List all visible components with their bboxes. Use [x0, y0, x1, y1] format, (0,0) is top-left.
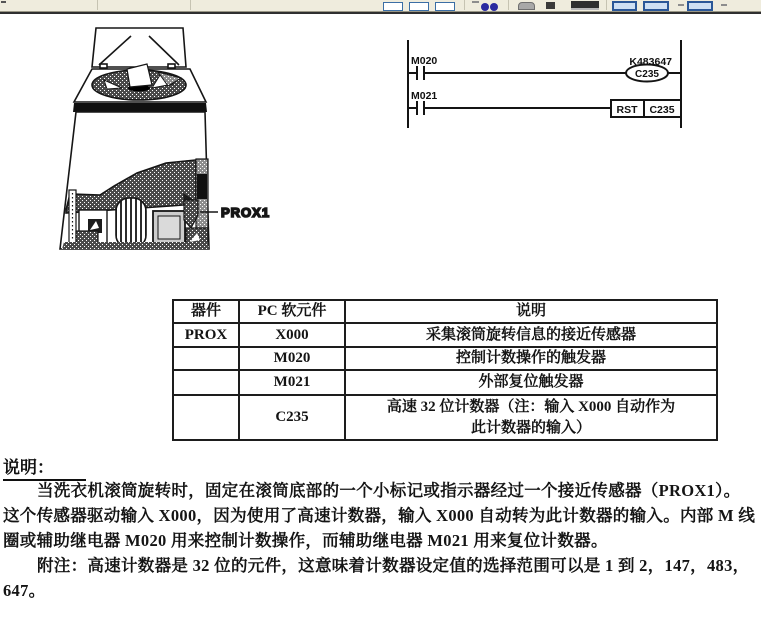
operand-label: C235 — [649, 104, 675, 116]
preset-label: K483647 — [629, 56, 672, 68]
annotate-icon[interactable] — [546, 2, 555, 9]
col-header-device: 器件 — [173, 300, 239, 323]
machine-lid — [92, 28, 186, 67]
desc-line: 此计数器的输入） — [470, 419, 591, 436]
table-row — [173, 323, 717, 347]
toolbar-fragment — [721, 4, 727, 6]
toolbar-fragment — [1, 1, 6, 3]
notes-heading: 说明： — [3, 453, 86, 481]
cell-element: M020 — [239, 347, 345, 370]
table-row — [173, 370, 717, 395]
notes-line: 圈或辅助继电器 M020 用来控制计数操作，而辅助继电器 M021 用来复位计数器。 — [3, 531, 608, 550]
washing-machine-drawing — [60, 28, 270, 249]
ladder-rung-2 — [408, 90, 681, 117]
cell-desc: 控制计数操作的触发器 — [345, 347, 717, 370]
cell-device — [173, 347, 239, 370]
ladder-diagram — [408, 40, 681, 128]
contact-label: M020 — [411, 55, 438, 67]
toolbar-separator — [606, 0, 607, 10]
cell-device: PROX — [173, 323, 239, 347]
desc-line: 高速 32 位计数器（注：输入 X000 自动作为 — [386, 398, 676, 415]
page-view-icon[interactable] — [409, 2, 429, 11]
single-page-layout-icon[interactable] — [612, 1, 637, 11]
notes-line: 647。 — [3, 581, 46, 600]
toolbar-fragment — [472, 1, 479, 3]
cell-element: C235 — [239, 395, 345, 440]
toolbar-strip — [0, 0, 761, 12]
device-table — [172, 299, 718, 441]
toolbar-separator — [190, 0, 191, 10]
find-icon[interactable] — [490, 3, 498, 11]
coil-label: C235 — [635, 69, 659, 80]
cell-desc: 采集滚筒旋转信息的接近传感器 — [345, 323, 717, 347]
page-view-icon[interactable] — [383, 2, 403, 11]
cell-device — [173, 395, 239, 440]
col-header-element: PC 软元件 — [239, 300, 345, 323]
toolbar-separator — [508, 0, 509, 10]
print-icon[interactable] — [571, 1, 599, 10]
table-row — [173, 347, 717, 370]
find-icon[interactable] — [481, 3, 489, 11]
cell-element: M021 — [239, 370, 345, 395]
notes-line: 当洗衣机滚筒旋转时，固定在滚筒底部的一个小标记或指示器经过一个接近传感器（PROX1）。 — [37, 481, 741, 500]
instruction-label: RST — [616, 104, 638, 116]
toolbar-border — [0, 12, 761, 14]
machine-motor — [116, 198, 146, 248]
notes-line: 附注：高速计数器是 32 位的元件，这意味着计数器设定值的选择范围可以是 1 到 2，147，483， — [37, 556, 750, 575]
cell-element: X000 — [239, 323, 345, 347]
toolbar-separator — [464, 0, 465, 10]
toolbar-fragment — [678, 4, 684, 6]
contact-label: M021 — [411, 90, 438, 102]
table-row — [173, 395, 717, 440]
facing-page-layout-icon[interactable] — [643, 1, 669, 11]
document-page — [0, 14, 761, 616]
col-header-desc: 说明 — [345, 300, 717, 323]
page-view-icon[interactable] — [435, 2, 455, 11]
hand-icon[interactable] — [518, 2, 535, 10]
notes-line: 这个传感器驱动输入 X000，因为使用了高速计数器，输入 X000 自动转为此计数器的输入。内部 M 线 — [3, 506, 756, 525]
cell-device — [173, 370, 239, 395]
cell-desc: 外部复位触发器 — [345, 370, 717, 395]
sensor-label: PROX1 — [221, 205, 271, 220]
ladder-rung-1 — [408, 55, 681, 82]
continuous-layout-icon[interactable] — [687, 1, 713, 11]
toolbar-separator — [97, 0, 98, 10]
cell-desc — [345, 395, 717, 440]
